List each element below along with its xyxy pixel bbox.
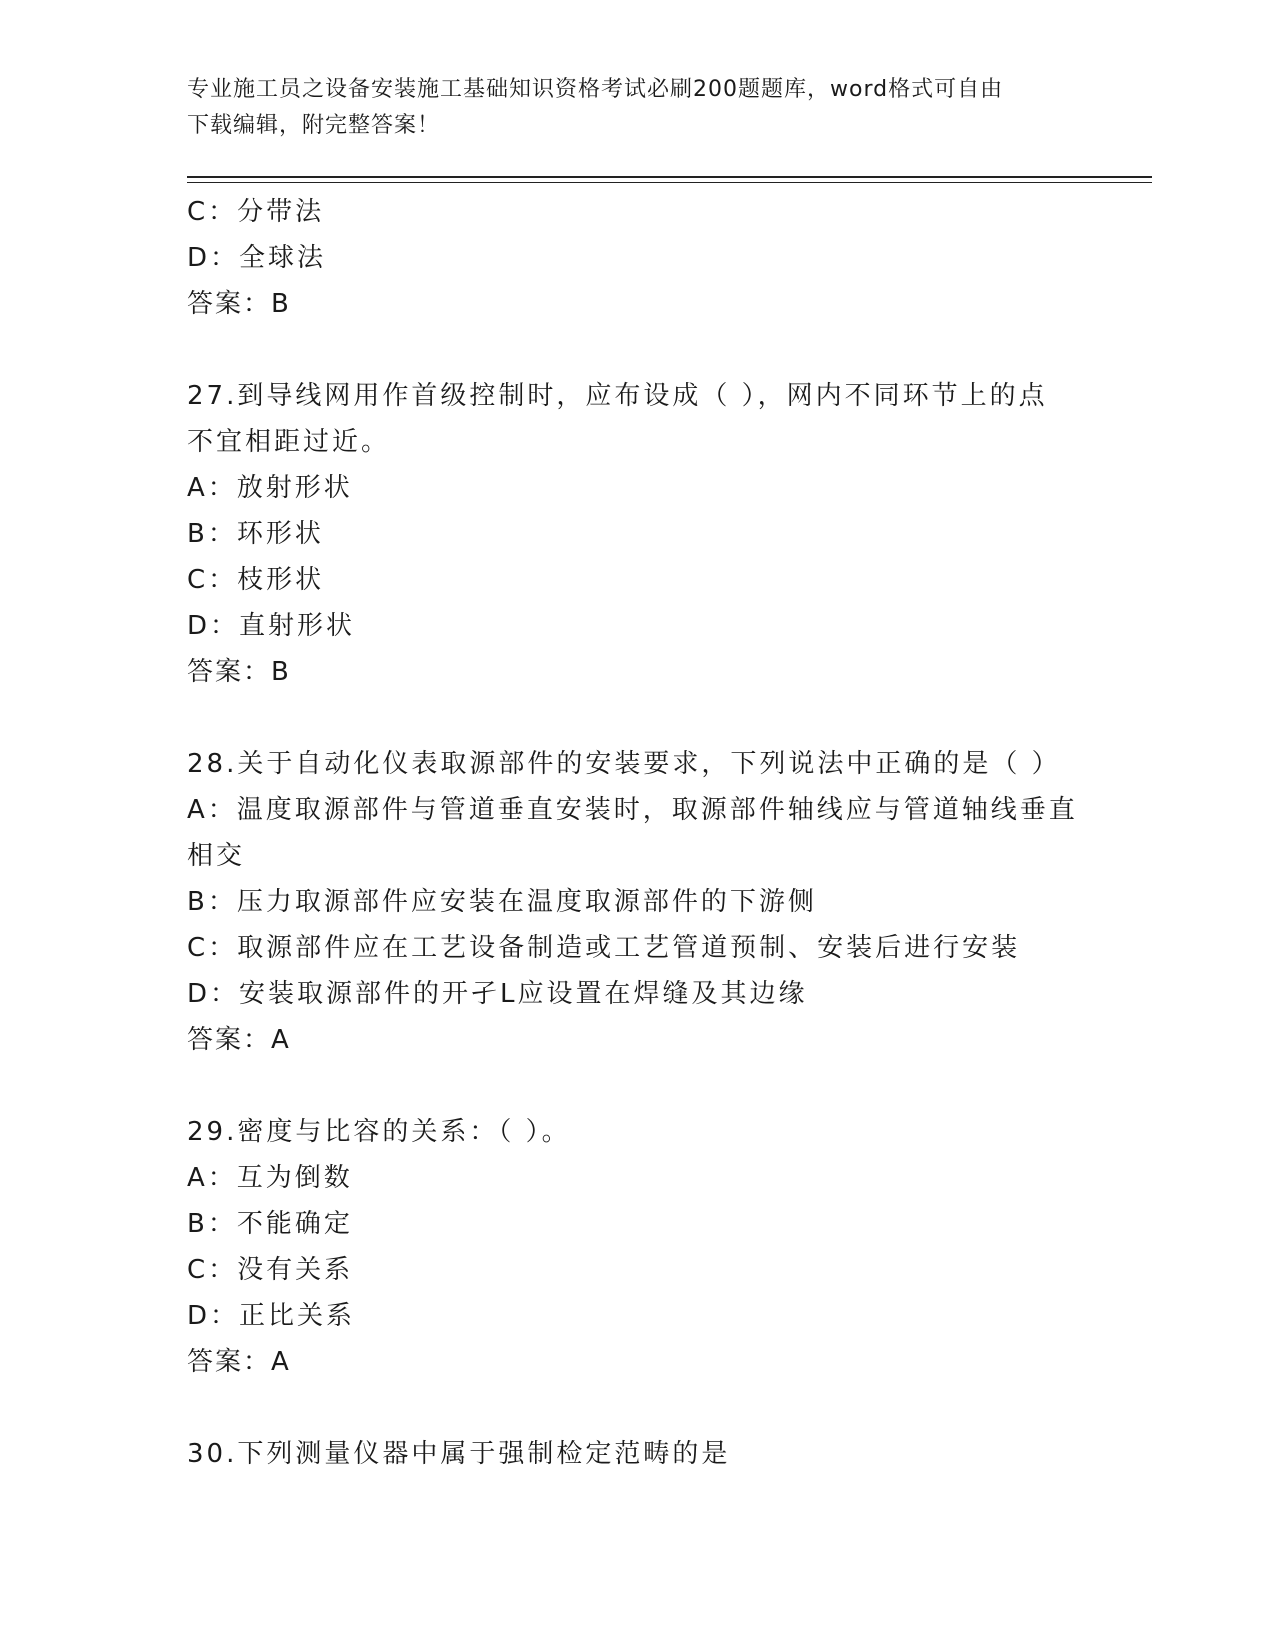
document-header — [187, 72, 1067, 144]
question-list — [187, 189, 1087, 1477]
question-text: 30.下列测量仪器中属于强制检定范畴的是 — [187, 1439, 731, 1469]
question-28 — [187, 741, 1087, 1063]
spacer — [187, 1063, 1087, 1109]
previous-question-tail — [187, 189, 1087, 327]
option-c: C：取源部件应在工艺设备制造或工艺管道预制、安装后进行安装 — [187, 933, 1021, 963]
spacer — [187, 695, 1087, 741]
question-text: 28.关于自动化仪表取源部件的安装要求，下列说法中正确的是（ ） — [187, 749, 1061, 779]
spacer — [187, 327, 1087, 373]
question-29 — [187, 1109, 1087, 1385]
option-b: B：环形状 — [187, 519, 324, 549]
option-d: D：正比关系 — [187, 1301, 356, 1331]
header-title-line-1: 专业施工员之设备安装施工基础知识资格考试必刷200题题库，word格式可自由 — [187, 77, 1004, 102]
option-d: D：全球法 — [187, 243, 327, 273]
option-a: A：温度取源部件与管道垂直安装时，取源部件轴线应与管道轴线垂直 — [187, 795, 1078, 825]
answer-line: 答案：B — [187, 289, 291, 319]
header-title-line-2: 下载编辑，附完整答案！ — [187, 113, 441, 138]
question-text: 27.到导线网用作首级控制时，应布设成（ ），网内不同环节上的点 — [187, 381, 1048, 411]
answer-line: 答案：B — [187, 657, 291, 687]
option-c: C：没有关系 — [187, 1255, 354, 1285]
option-d: D：安装取源部件的开孑L应设置在焊缝及其边缘 — [187, 979, 808, 1009]
answer-line: 答案：A — [187, 1025, 291, 1055]
header-divider-thick — [187, 176, 1152, 178]
option-a-continued: 相交 — [187, 841, 246, 871]
question-text: 29.密度与比容的关系：（ ）。 — [187, 1117, 571, 1147]
option-c: C：分带法 — [187, 197, 325, 227]
answer-line: 答案：A — [187, 1347, 291, 1377]
header-divider-thin — [187, 182, 1152, 183]
option-a: A：放射形状 — [187, 473, 353, 503]
spacer — [187, 1385, 1087, 1431]
option-b: B：压力取源部件应安装在温度取源部件的下游侧 — [187, 887, 817, 917]
option-d: D：直射形状 — [187, 611, 356, 641]
question-27 — [187, 373, 1087, 695]
question-text-continued: 不宜相距过近。 — [187, 427, 391, 457]
option-b: B：不能确定 — [187, 1209, 353, 1239]
question-30 — [187, 1431, 1087, 1477]
option-c: C：枝形状 — [187, 565, 325, 595]
option-a: A：互为倒数 — [187, 1163, 353, 1193]
